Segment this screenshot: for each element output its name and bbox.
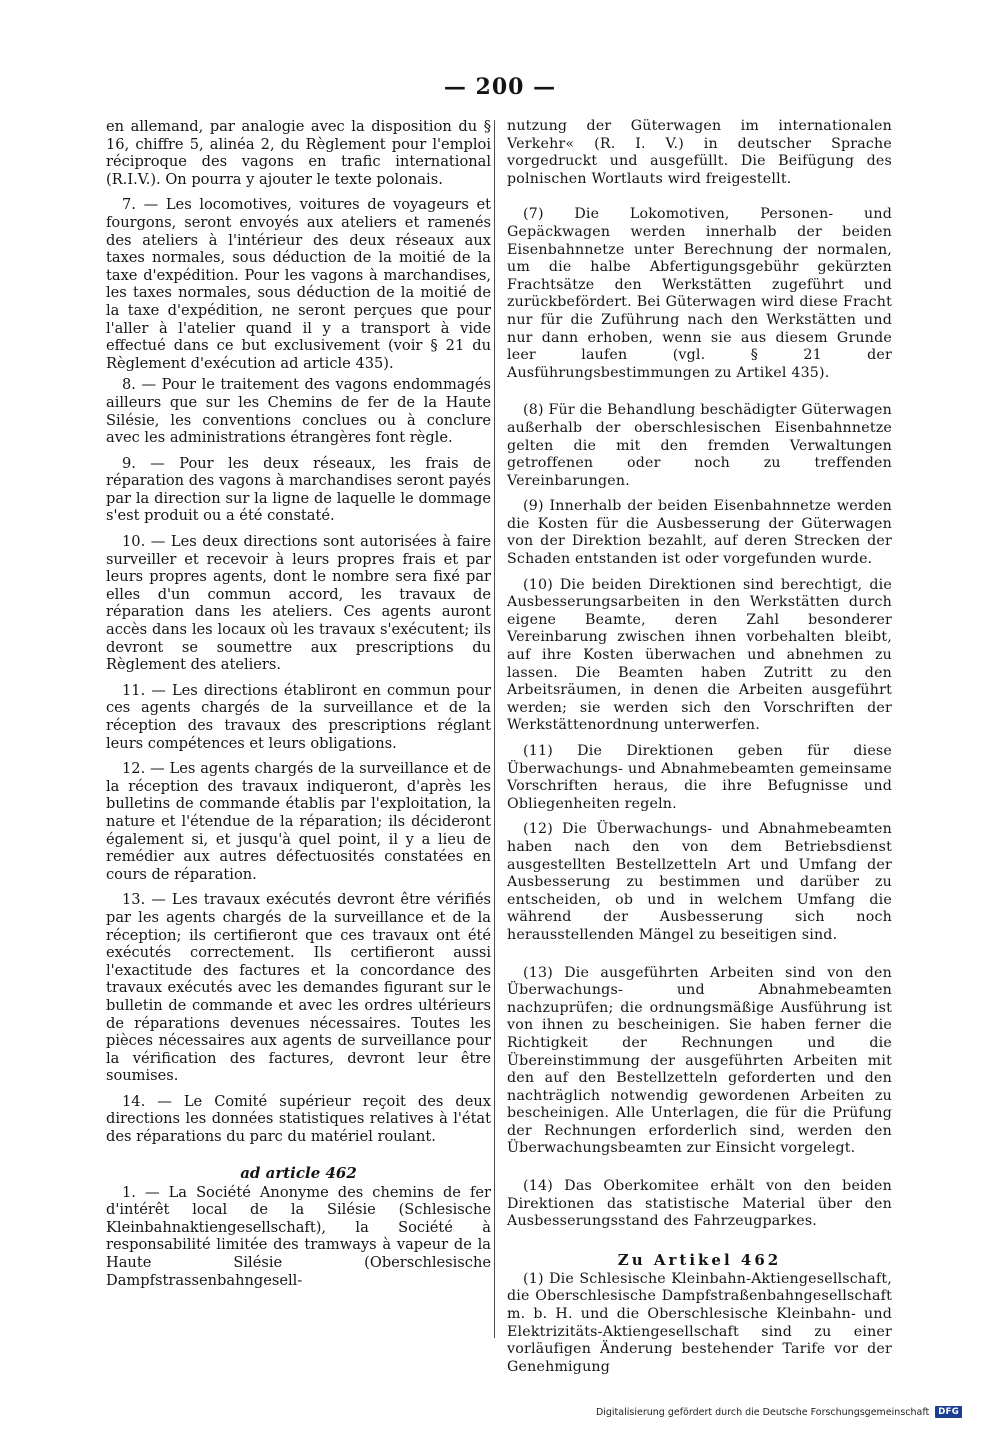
french-column xyxy=(106,118,491,1289)
paragraph-13: 13. — Les travaux exécutés devront être vérifiés par les agents chargés de la surveillance et de la réception; ils certifieront que ces travaux ont été exécutés correctement. Ils certifieront aussi l'exactitude des factures et la concordance des travaux exécutés avec les demandes figurant sur le bulletin de commande et avec les ordres ultérieurs de réparations devenues nécessaires. Toutes les pièces nécessaires aux agents de surveillance pour la vérification des factures, devront leur être soumises. xyxy=(106,891,491,1085)
paragraph-13: (13) Die ausgeführten Arbeiten sind von den Überwachungs- und Abnahmebeamten nachzuprüfen; die ordnungsmäßige Ausführung ist von ihnen zu bescheinigen. Sie haben ferner die Richtigkeit der Rechnungen und die Übereinstimmung der ausgeführten Arbeiten mit den auf den Bestellzetteln geforderten und den nachträglich notwendig gewordenen Arbeiten zu bescheinigen. Alle Unterlagen, die für die Prüfung der Rechnungen erforderlich sind, werden den Überwachungsbeamten zur Einsicht vorgelegt. xyxy=(507,964,892,1157)
footer-credit xyxy=(596,1406,962,1418)
paragraph-12: 12. — Les agents chargés de la surveillance et de la réception des travaux indiqueront, d'après les bulletins de commande établis par l'exploitation, la nature et l'étendue de la réparation; ils décideront également si, et jusqu'à quel point, il y a lieu de remédier aux autres défectuosités constatées en cours de réparation. xyxy=(106,760,491,883)
paragraph-7: 7. — Les locomotives, voitures de voyageurs et fourgons, seront envoyés aux ateliers et ramenés des ateliers à l'intérieur des deux réseaux aux taxes normales, sous déduction de la moitié de la taxe d'expédition. Pour les vagons à marchandises, les taxes normales, sous déduction de la moitié de la taxe d'expédition, ne seront perçues que pour l'aller à l'atelier quand il y a transport à vide effectué dans ce but exclusivement (voir § 21 du Règlement d'exécution ad article 435). xyxy=(106,196,491,372)
paragraph-10: (10) Die beiden Direktionen sind berechtigt, die Ausbesserungsarbeiten in den Werkstätten durch eigene Beamte, deren Zahl besonderer Vereinbarung zwischen ihnen vorbehalten bleibt, auf ihre Kosten überwachen und abnehmen zu lassen. Die Beamten haben Zutritt zu den Arbeitsräumen, in denen die Arbeiten ausgeführt werden; sie werden sich den Vorschriften der Werkstättenordnung unterwerfen. xyxy=(507,576,892,734)
paragraph-10: 10. — Les deux directions sont autorisées à faire surveiller et recevoir à leurs propres frais et par leurs propres agents, dont le nombre sera fixé par elles d'un commun accord, les travaux de réparation dans les ateliers. Ces agents auront accès dans les locaux où les travaux s'exécutent; ils devront se soumettre aux prescriptions du Règlement des ateliers. xyxy=(106,533,491,674)
paragraph-8: 8. — Pour le traitement des vagons endommagés ailleurs que sur les Chemins de fer de la Haute Silésie, les conventions conclues ou à conclure avec les administrations étrangères font règle. xyxy=(106,376,491,447)
paragraph-14: (14) Das Oberkomitee erhält von den beiden Direktionen das statistische Material über den Ausbesserungsstand des Fahrzeugparkes. xyxy=(507,1178,892,1230)
section-title: ad article 462 xyxy=(240,1163,357,1182)
paragraph-11: (11) Die Direktionen geben für diese Überwachungs- und Abnahmebeamten gemeinsame Vorschriften heraus, die ihre Befugnisse und Obliegenheiten regeln. xyxy=(507,743,892,812)
section-paragraph: 1. — La Société Anonyme des chemins de fer d'intérêt local de la Silésie (Schlesische Kleinbahnaktiengesellschaft), la Société à responsabilité limitée des tramways à vapeur de la Haute Silésie (Oberschlesische Dampfstrassenbahngesell- xyxy=(106,1183,491,1289)
footer-credit-text: Digitalisierung gefördert durch die Deutsche Forschungsgemeinschaft xyxy=(595,1406,930,1418)
paragraph-12: (12) Die Überwachungs- und Abnahmebeamten haben nach den von dem Betriebsdienst ausgestellten Bestellzetteln Art und Umfang der Ausbesserung zu bestimmen und darüber zu entscheiden, ob und in welchem Umfang die während der Ausbesserung sich noch herausstellenden Mängel zu beseitigen sind. xyxy=(507,821,892,943)
section-title: Zu Artikel 462 xyxy=(617,1250,782,1269)
paragraph-7: (7) Die Lokomotiven, Personen- und Gepäckwagen werden innerhalb der beiden Eisenbahnnetze unter Berechnung der normalen, um die halbe Abfertigungsgebühr gekürzten Frachtsätze den Werkstätten zugeführt und zurückbefördert. Bei Güterwagen wird diese Fracht nur für die Zuführung nach den Werkstätten und nur dann erhoben, wenn sie aus diesem Grunde leer laufen (vgl. § 21 der Ausführungsbestimmungen zu Artikel 435). xyxy=(507,206,892,381)
paragraph-intro: en allemand, par analogie avec la disposition du § 16, chiffre 5, alinéa 2, du Règlement pour l'emploi réciproque des vagons en trafic international (R.I.V.). On pourra y ajouter le texte polonais. xyxy=(106,118,491,188)
german-column xyxy=(507,118,892,1376)
page-number: — 200 — xyxy=(443,74,557,100)
section-paragraph: (1) Die Schlesische Kleinbahn-Aktiengesellschaft, die Oberschlesische Dampfstraßenbahngesellschaft m. b. H. und die Oberschlesische Kleinbahn- und Elektrizitäts-Aktiengesellschaft sind zu einer vorläufigen Änderung bestehender Tarife vor der Genehmigung xyxy=(507,1270,892,1375)
paragraph-14: 14. — Le Comité supérieur reçoit des deux directions les données statistiques relatives à l'état des réparations du parc du matériel roulant. xyxy=(106,1092,491,1146)
paragraph-9: (9) Innerhalb der beiden Eisenbahnnetze werden die Kosten für die Ausbesserung der Güterwagen von der Direktion bezahlt, auf deren Strecken der Schaden entstanden ist oder vorgefunden wurde. xyxy=(507,498,892,568)
column-divider xyxy=(494,120,495,1338)
dfg-logo: DFG xyxy=(935,1406,962,1418)
paragraph-intro: nutzung der Güterwagen im internationalen Verkehr« (R. I. V.) in deutscher Sprache vorgedruckt und ausgefüllt. Die Beifügung des polnischen Wortlauts wird freigestellt. xyxy=(507,118,892,187)
paragraph-11: 11. — Les directions établiront en commun pour ces agents chargés de la surveillance et de la réception des travaux des prescriptions réglant leurs compétences et leurs obligations. xyxy=(106,681,491,752)
paragraph-8: (8) Für die Behandlung beschädigter Güterwagen außerhalb der oberschlesischen Eisenbahnnetze gelten die mit den fremden Verwaltungen getroffenen oder noch zu treffenden Vereinbarungen. xyxy=(507,402,892,489)
paragraph-9: 9. — Pour les deux réseaux, les frais de réparation des vagons à marchandises seront payés par la direction sur la ligne de laquelle le dommage s'est produit ou a été constaté. xyxy=(106,454,491,525)
